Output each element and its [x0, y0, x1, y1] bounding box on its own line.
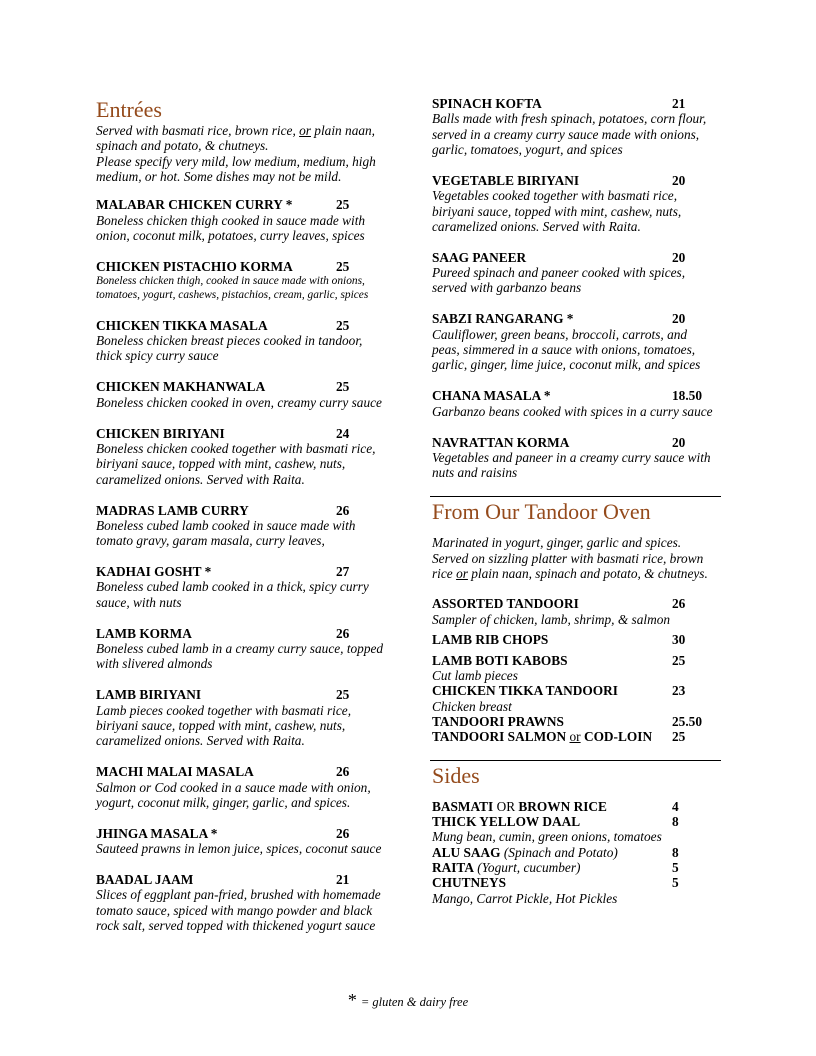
menu-item-name: TANDOORI PRAWNS: [432, 714, 564, 730]
menu-item: [432, 173, 724, 234]
menu-item: [432, 388, 724, 419]
menu-item-description: with slivered almonds: [96, 656, 213, 672]
menu-item-name: VEGETABLE BIRIYANI: [432, 172, 580, 188]
menu-item-price: 25.50: [672, 714, 702, 730]
menu-item-price: 26: [336, 825, 350, 841]
menu-item-description: sauce, with nuts: [96, 594, 182, 610]
menu-item-price: 20: [672, 434, 686, 450]
entrees-intro: [96, 123, 396, 184]
menu-item-description: Slices of eggplant pan-fried, brushed with homemade: [96, 887, 381, 903]
sides-title: Sides: [432, 763, 480, 789]
menu-item: [432, 845, 724, 860]
menu-item-description: Sampler of chicken, lamb, shrimp, & salmon: [432, 611, 671, 627]
menu-item-header: [96, 318, 396, 333]
menu-item-name: [432, 799, 607, 814]
menu-item-price: 26: [336, 625, 350, 641]
menu-item-price: 18.50: [672, 388, 702, 404]
menu-item-price: 8: [672, 814, 679, 830]
menu-item: [96, 826, 396, 857]
menu-item-description: Lamb pieces cooked together with basmati rice,: [96, 702, 352, 718]
menu-item-name: THICK YELLOW DAAL: [432, 814, 581, 830]
menu-item: [432, 799, 724, 814]
intro-line: [96, 123, 396, 138]
menu-item-header: [96, 626, 396, 641]
menu-item-price: 25: [672, 729, 686, 745]
menu-item-name: CHICKEN TIKKA MASALA: [96, 317, 268, 333]
left-column: [96, 97, 396, 933]
menu-item-description: yogurt, coconut milk, ginger, garlic, and spices.: [96, 794, 351, 810]
menu-item-description: Boneless cubed lamb cooked in a thick, spicy curry: [96, 579, 369, 595]
menu-item-price: 21: [672, 96, 686, 111]
menu-item-price: 25: [672, 652, 686, 668]
menu-item-price: 8: [672, 844, 679, 860]
menu-item-name: LAMB BOTI KABOBS: [432, 652, 568, 668]
menu-item-header: [96, 503, 396, 518]
intro-line: medium, or hot. Some dishes may not be mild.: [96, 168, 342, 184]
tandoor-section: [432, 499, 724, 745]
menu-item: [432, 814, 724, 845]
menu-item-price: 24: [336, 425, 350, 441]
menu-item-price: 20: [672, 311, 686, 327]
entrees-section: [96, 97, 396, 933]
menu-item-header: [432, 729, 724, 744]
menu-item-header: [96, 197, 396, 212]
menu-item-header: [96, 872, 396, 887]
menu-item-name: CHANA MASALA *: [432, 388, 551, 404]
menu-item-header: [96, 687, 396, 702]
menu-item-price: 26: [336, 502, 350, 518]
menu-item: [96, 379, 396, 410]
menu-item-description: Boneless cubed lamb cooked in sauce made with: [96, 517, 356, 533]
menu-item: [432, 596, 724, 627]
menu-item-description: Salmon or Cod cooked in a sauce made with onion,: [96, 779, 371, 795]
sides-item-list: [432, 799, 724, 906]
menu-item-description: tomato sauce, spiced with mango powder and black: [96, 902, 373, 918]
menu-item-header: [432, 173, 724, 188]
menu-item-name: [432, 729, 652, 744]
menu-item-header: [432, 845, 724, 860]
section-divider: [430, 496, 721, 497]
menu-item-description: Mango, Carrot Pickle, Hot Pickles: [432, 890, 618, 906]
menu-item-description: Chicken breast: [432, 698, 512, 714]
menu-item: [432, 683, 724, 714]
menu-item-header: [432, 435, 724, 450]
menu-item: [432, 96, 724, 157]
menu-item-price: 5: [672, 875, 679, 891]
menu-item-description: garlic, tomatoes, yogurt, and spices: [432, 141, 623, 157]
menu-item: [96, 764, 396, 810]
intro-line: Served on sizzling platter with basmati rice, brown: [432, 550, 704, 566]
menu-item-description: garlic, ginger, lime juice, coconut milk, and spices: [432, 357, 701, 373]
menu-item-name-part: (Spinach and Potato): [500, 844, 618, 860]
menu-item-name-part: or: [569, 729, 581, 745]
menu-item-description: Boneless chicken breast pieces cooked in tandoor,: [96, 333, 363, 349]
menu-item-description: biriyani sauce, topped with mint, cashew, nuts,: [432, 203, 682, 219]
menu-item-name: NAVRATTAN KORMA: [432, 434, 570, 450]
menu-item-description: Pureed spinach and paneer cooked with spices,: [432, 265, 686, 281]
menu-item-name: LAMB KORMA: [96, 625, 192, 641]
menu-item: [96, 197, 396, 243]
menu-item-price: 25: [336, 258, 350, 274]
menu-item-name-part: RAITA: [432, 860, 474, 876]
intro-line-part: or: [456, 565, 468, 581]
menu-item-description: peas, simmered in a sauce with onions, tomatoes,: [432, 342, 696, 358]
entrees-item-list: [96, 197, 396, 933]
menu-item-header: [432, 875, 724, 890]
menu-item-price: 20: [672, 249, 686, 265]
menu-item-name: SAAG PANEER: [432, 249, 527, 265]
menu-item-name-part: OR: [496, 798, 516, 814]
menu-item-description: biriyani sauce, topped with mint, cashew, nuts,: [96, 717, 346, 733]
menu-item-price: 5: [672, 860, 679, 876]
menu-item: [432, 435, 724, 481]
menu-item-name-part: COD-LOIN: [580, 729, 653, 745]
menu-item-price: 30: [672, 632, 686, 648]
menu-item-name: LAMB RIB CHOPS: [432, 632, 549, 648]
right-column: [432, 96, 724, 906]
menu-item: [432, 311, 724, 372]
menu-item-header: [432, 714, 724, 729]
menu-item: [96, 872, 396, 933]
menu-item-header: [432, 632, 724, 647]
menu-item-name: CHUTNEYS: [432, 875, 507, 891]
intro-line-part: Served with basmati rice, brown rice,: [96, 123, 300, 138]
menu-item-price: 21: [336, 872, 350, 888]
menu-item-price: 26: [672, 596, 686, 612]
menu-item-description: Garbanzo beans cooked with spices in a curry sauce: [432, 403, 713, 419]
intro-line: Marinated in yogurt, ginger, garlic and spices.: [432, 535, 682, 551]
intro-line-part: plain naan,: [310, 123, 376, 138]
menu-item-name: ASSORTED TANDOORI: [432, 596, 579, 612]
menu-item-name-part: BASMATI: [432, 798, 497, 814]
menu-item-header: [432, 388, 724, 403]
tandoor-intro: [432, 535, 724, 581]
menu-item-price: 25: [336, 317, 350, 333]
menu-item-description: caramelized onions. Served with Raita.: [432, 218, 641, 234]
menu-item: [432, 653, 724, 684]
menu-item-description: served in a creamy curry sauce made with onions,: [432, 126, 700, 142]
menu-item-name: MALABAR CHICKEN CURRY *: [96, 197, 293, 213]
menu-item-name: MACHI MALAI MASALA: [96, 764, 254, 780]
menu-item: [432, 875, 724, 906]
menu-item-name: [432, 845, 618, 860]
menu-item-description: Cut lamb pieces: [432, 668, 518, 684]
menu-item: [432, 729, 724, 744]
menu-item-name: SPINACH KOFTA: [432, 96, 542, 111]
menu-item-name: KADHAI GOSHT *: [96, 564, 212, 580]
menu-item-price: 26: [336, 764, 350, 780]
section-divider: [430, 760, 721, 761]
entrees-item-list-continued: [432, 96, 724, 481]
menu-item-name-part: BROWN RICE: [515, 798, 607, 814]
menu-item: [432, 860, 724, 875]
menu-item-price: 23: [672, 683, 686, 699]
menu-item-header: [432, 596, 724, 611]
menu-item-header: [432, 96, 724, 111]
menu-item-header: [432, 683, 724, 698]
menu-item-price: 20: [672, 172, 686, 188]
footnote-text: = gluten & dairy free: [360, 995, 469, 1009]
menu-item-name-part: (Yogurt, cucumber): [473, 860, 581, 876]
menu-item-name: [432, 860, 580, 875]
menu-item: [96, 318, 396, 364]
asterisk-symbol: *: [347, 990, 357, 1010]
menu-item-price: 25: [336, 379, 350, 395]
menu-item-description: Boneless chicken cooked together with basmati rice,: [96, 440, 376, 456]
menu-item-name: CHICKEN MAKHANWALA: [96, 379, 266, 395]
menu-item-description: biriyani sauce, topped with mint, cashew, nuts,: [96, 456, 346, 472]
menu-item-description: caramelized onions. Served with Raita.: [96, 471, 305, 487]
menu-item: [96, 564, 396, 610]
menu-item-description: rock salt, served topped with thickened yogurt sauce: [96, 918, 376, 933]
menu-item: [432, 632, 724, 647]
intro-line: Please specify very mild, low medium, medium, high: [96, 153, 376, 169]
menu-item-name: CHICKEN BIRIYANI: [96, 425, 225, 441]
menu-item-name: SABZI RANGARANG *: [432, 311, 574, 327]
menu-item: [96, 426, 396, 487]
menu-item-header: [432, 653, 724, 668]
menu-item-name-part: TANDOORI SALMON: [432, 729, 570, 745]
menu-item-header: [432, 311, 724, 326]
menu-item-description: Mung bean, cumin, green onions, tomatoes: [432, 829, 662, 845]
menu-item-header: [432, 250, 724, 265]
menu-item-description: thick spicy curry sauce: [96, 348, 219, 364]
tandoor-item-list: [432, 596, 724, 745]
menu-item-description: Vegetables cooked together with basmati rice,: [432, 188, 678, 204]
menu-item-header: [96, 259, 396, 274]
sides-section: [432, 763, 724, 906]
menu-item-price: 25: [336, 197, 350, 213]
menu-item-price: 25: [336, 687, 350, 703]
menu-item-description: Boneless chicken cooked in oven, creamy curry sauce: [96, 394, 382, 410]
intro-line: spinach and potato, & chutneys.: [96, 138, 269, 154]
menu-item-description: caramelized onions. Served with Raita.: [96, 733, 305, 749]
menu-item: [96, 687, 396, 748]
menu-item-price: 27: [336, 564, 350, 580]
menu-item-header: [96, 764, 396, 779]
menu-item-header: [96, 564, 396, 579]
menu-item-header: [96, 379, 396, 394]
menu-item-header: [432, 799, 724, 814]
menu-item-name: LAMB BIRIYANI: [96, 687, 202, 703]
menu-item-name: JHINGA MASALA *: [96, 825, 218, 841]
menu-item-description: Boneless cubed lamb in a creamy curry sauce, topped: [96, 641, 384, 657]
menu-item-description: tomato gravy, garam masala, curry leaves,: [96, 533, 325, 549]
menu-item-description: Cauliflower, green beans, broccoli, carrots, and: [432, 326, 688, 342]
menu-item-description: Boneless chicken thigh, cooked in sauce made with onions,: [96, 275, 365, 288]
entrees-title: Entrées: [96, 97, 162, 122]
menu-item-header: [432, 814, 724, 829]
intro-line: [432, 566, 724, 581]
menu-item-name: MADRAS LAMB CURRY: [96, 502, 249, 518]
intro-line-part: or: [299, 123, 311, 138]
menu-item: [432, 714, 724, 729]
footnote: [0, 989, 816, 1013]
menu-item-description: onion, coconut milk, potatoes, curry leaves, spices: [96, 227, 365, 243]
menu-item: [96, 503, 396, 549]
menu-item-name-part: ALU SAAG: [432, 844, 501, 860]
menu-item-header: [96, 426, 396, 441]
menu-item-name: CHICKEN PISTACHIO KORMA: [96, 258, 293, 274]
menu-item: [96, 626, 396, 672]
menu-item-description: Vegetables and paneer in a creamy curry sauce with: [432, 449, 711, 465]
menu-item-description: Balls made with fresh spinach, potatoes, corn flour,: [432, 111, 707, 127]
menu-item-description: Sauteed prawns in lemon juice, spices, coconut sauce: [96, 841, 382, 857]
menu-item-header: [96, 826, 396, 841]
menu-item: [96, 259, 396, 302]
menu-item-name: BAADAL JAAM: [96, 872, 194, 888]
menu-item-header: [432, 860, 724, 875]
tandoor-title: From Our Tandoor Oven: [432, 498, 651, 524]
menu-item-description: tomatoes, yogurt, cashews, pistachios, cream, garlic, spices: [96, 289, 369, 302]
intro-line-part: rice: [432, 565, 457, 581]
menu-item-description: Boneless chicken thigh cooked in sauce made with: [96, 212, 366, 228]
menu-item-description: nuts and raisins: [432, 465, 518, 481]
menu-item: [432, 250, 724, 296]
intro-line-part: plain naan, spinach and potato, & chutneys.: [467, 565, 708, 581]
menu-item-name: CHICKEN TIKKA TANDOORI: [432, 683, 618, 699]
menu-item-description: served with garbanzo beans: [432, 280, 582, 296]
menu-item-price: 4: [672, 798, 679, 814]
